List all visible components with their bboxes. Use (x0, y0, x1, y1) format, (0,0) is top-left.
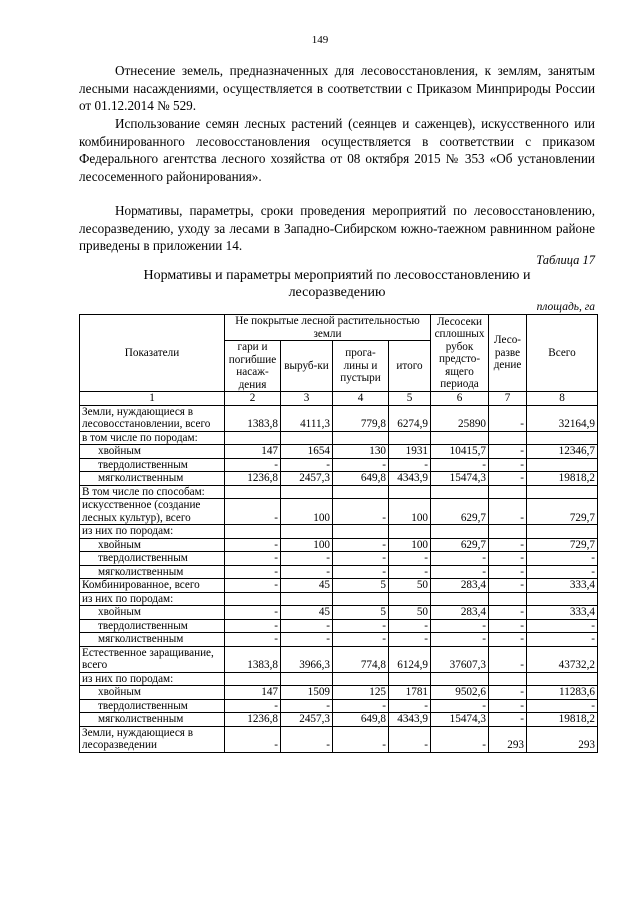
cell-value: 283,4 (431, 606, 489, 620)
table-header (80, 315, 598, 406)
table-row (80, 458, 598, 472)
cell-value: - (431, 699, 489, 713)
table-label: Таблица 17 (536, 253, 595, 267)
cell-value: - (281, 726, 333, 752)
cell-value (281, 525, 333, 539)
header-burnt: гари и погибшие насаж-дения (225, 341, 281, 392)
row-label: Земли, нуждающиеся в лесовосстановлении, всего (80, 405, 225, 431)
cell-value: 37607,3 (431, 646, 489, 672)
cell-value: - (489, 458, 527, 472)
cell-value (333, 672, 389, 686)
cell-value: - (333, 458, 389, 472)
cell-value: - (489, 713, 527, 727)
cell-value: - (225, 565, 281, 579)
cell-value: - (225, 458, 281, 472)
table-title-line1: Нормативы и параметры мероприятий по лесовосстановлению и (143, 268, 531, 283)
cell-value (333, 485, 389, 499)
cell-value: 19818,2 (527, 472, 598, 486)
cell-value: - (225, 579, 281, 593)
table-row (80, 472, 598, 486)
cell-value: 293 (489, 726, 527, 752)
cell-value: 45 (281, 579, 333, 593)
cell-value: 4111,3 (281, 405, 333, 431)
row-label: мягколиственным (80, 633, 225, 647)
row-label: мягколиственным (80, 565, 225, 579)
cell-value: 649,8 (333, 472, 389, 486)
cell-value: 629,7 (431, 538, 489, 552)
cell-value (281, 485, 333, 499)
cell-value: - (489, 552, 527, 566)
cell-value: 4343,9 (389, 713, 431, 727)
header-not-covered: Не покрытые лесной растительностью земли (225, 315, 431, 341)
cell-value: - (225, 606, 281, 620)
cell-value: - (431, 565, 489, 579)
cell-value: - (333, 633, 389, 647)
column-number: 4 (333, 392, 389, 406)
header-indicators: Показатели (80, 315, 225, 392)
cell-value (527, 525, 598, 539)
cell-value (527, 431, 598, 445)
cell-value: - (333, 726, 389, 752)
table-row (80, 499, 598, 525)
cell-value (527, 458, 598, 472)
table-row (80, 579, 598, 593)
cell-value: 333,4 (527, 606, 598, 620)
cell-value: - (225, 538, 281, 552)
cell-value: 45 (281, 606, 333, 620)
cell-value (431, 485, 489, 499)
table-row (80, 565, 598, 579)
table-row (80, 445, 598, 459)
cell-value: - (281, 552, 333, 566)
cell-value: 649,8 (333, 713, 389, 727)
cell-value: - (333, 565, 389, 579)
cell-value: 629,7 (431, 499, 489, 525)
cell-value (431, 672, 489, 686)
cell-value: 5 (333, 579, 389, 593)
table-title-line2: лесоразведению (288, 285, 386, 300)
row-label: твердолиственным (80, 699, 225, 713)
cell-value (527, 485, 598, 499)
cell-value: 100 (281, 499, 333, 525)
table-row (80, 485, 598, 499)
cell-value: 1236,8 (225, 472, 281, 486)
table-row (80, 699, 598, 713)
cell-value: 1236,8 (225, 713, 281, 727)
cell-value: - (281, 565, 333, 579)
table-row (80, 405, 598, 431)
cell-value (281, 592, 333, 606)
row-label: Земли, нуждающиеся в лесоразведении (80, 726, 225, 752)
table-title (79, 267, 595, 301)
column-numbers-row (80, 392, 598, 406)
cell-value (489, 485, 527, 499)
column-number: 2 (225, 392, 281, 406)
cell-value (225, 525, 281, 539)
cell-value (225, 672, 281, 686)
cell-value (389, 672, 431, 686)
page-number: 149 (311, 34, 329, 46)
cell-value: - (281, 619, 333, 633)
row-label: твердолиственным (80, 552, 225, 566)
cell-value: 774,8 (333, 646, 389, 672)
unit-label: площадь, га (536, 301, 595, 313)
cell-value (333, 525, 389, 539)
table-row (80, 646, 598, 672)
cell-value: 10415,7 (431, 445, 489, 459)
cell-value: - (527, 565, 598, 579)
cell-value (527, 592, 598, 606)
cell-value: 147 (225, 445, 281, 459)
cell-value: 293 (527, 726, 598, 752)
cell-value (389, 485, 431, 499)
cell-value (527, 672, 598, 686)
cell-value: 50 (389, 606, 431, 620)
cell-value: 333,4 (527, 579, 598, 593)
cell-value: 1781 (389, 686, 431, 700)
cell-value: 1383,8 (225, 405, 281, 431)
cell-value: 130 (333, 445, 389, 459)
cell-value: - (489, 538, 527, 552)
cell-value (489, 525, 527, 539)
cell-value: - (489, 499, 527, 525)
cell-value (225, 485, 281, 499)
table-row (80, 606, 598, 620)
cell-value: 12346,7 (527, 445, 598, 459)
cell-value: 147 (225, 686, 281, 700)
table-row (80, 713, 598, 727)
cell-value: - (527, 619, 598, 633)
cell-value (489, 672, 527, 686)
cell-value: - (389, 552, 431, 566)
table-body (80, 405, 598, 752)
cell-value: - (489, 405, 527, 431)
row-label: мягколиственным (80, 713, 225, 727)
row-label: хвойным (80, 686, 225, 700)
cell-value: - (333, 552, 389, 566)
cell-value: 5 (333, 606, 389, 620)
cell-value: - (431, 726, 489, 752)
cell-value: 100 (281, 538, 333, 552)
table-row (80, 619, 598, 633)
cell-value: 779,8 (333, 405, 389, 431)
header-subtotal: итого (389, 341, 431, 392)
cell-value: - (389, 699, 431, 713)
cell-value: - (333, 619, 389, 633)
cell-value: - (489, 472, 527, 486)
header-glades: прога-лины и пустыри (333, 341, 389, 392)
column-number: 6 (431, 392, 489, 406)
cell-value: 2457,3 (281, 472, 333, 486)
column-number: 3 (281, 392, 333, 406)
table-row (80, 726, 598, 752)
cell-value: - (489, 646, 527, 672)
cell-value (489, 431, 527, 445)
row-label: В том числе по способам: (80, 485, 225, 499)
table-row (80, 686, 598, 700)
cell-value: 19818,2 (527, 713, 598, 727)
cell-value: - (225, 633, 281, 647)
cell-value: 729,7 (527, 538, 598, 552)
cell-value (281, 431, 333, 445)
cell-value (431, 431, 489, 445)
paragraph-seed-use: Использование семян лесных растений (сеянцев и саженцев), искусственного или комбинированного лесовосстановления осуществляется в соответствии с приказом Федерального агентства лесного хозяйства от 08 октября 2015 № 353 «Об установлении лесосеменного районирования». (79, 116, 595, 184)
cell-value (225, 592, 281, 606)
cell-value: - (489, 565, 527, 579)
cell-value (389, 525, 431, 539)
cell-value: 1654 (281, 445, 333, 459)
cell-value: - (389, 619, 431, 633)
cell-value (225, 431, 281, 445)
cell-value: - (527, 552, 598, 566)
row-label: твердолиственным (80, 619, 225, 633)
cell-value: - (431, 552, 489, 566)
table-row (80, 525, 598, 539)
row-label: из них по породам: (80, 525, 225, 539)
cell-value: - (431, 633, 489, 647)
cell-value: 3966,3 (281, 646, 333, 672)
cell-value: - (489, 579, 527, 593)
cell-value: 11283,6 (527, 686, 598, 700)
column-number: 8 (527, 392, 598, 406)
cell-value: - (333, 699, 389, 713)
paragraph-normatives: Нормативы, параметры, сроки проведения мероприятий по лесовосстановлению, лесоразведению, уходу за лесами в Западно-Сибирском южно-таежном равнинном районе приведены в приложении 14. (79, 203, 595, 253)
column-number: 1 (80, 392, 225, 406)
row-label: искусственное (создание лесных культур), всего (80, 499, 225, 525)
cell-value (333, 592, 389, 606)
cell-value: - (527, 699, 598, 713)
cell-value: 43732,2 (527, 646, 598, 672)
cell-value (333, 431, 389, 445)
cell-value: - (225, 699, 281, 713)
cell-value: - (225, 726, 281, 752)
cell-value: 25890 (431, 405, 489, 431)
cell-value: - (281, 458, 333, 472)
column-number: 5 (389, 392, 431, 406)
cell-value: - (489, 699, 527, 713)
normatives-table (79, 314, 598, 753)
table-row (80, 633, 598, 647)
cell-value: - (389, 458, 431, 472)
cell-value: - (489, 606, 527, 620)
cell-value: 729,7 (527, 499, 598, 525)
cell-value: 1931 (389, 445, 431, 459)
row-label: твердолиственным (80, 458, 225, 472)
cell-value: - (527, 633, 598, 647)
cell-value: 1383,8 (225, 646, 281, 672)
cell-value: 283,4 (431, 579, 489, 593)
cell-value (489, 592, 527, 606)
cell-value: 15474,3 (431, 472, 489, 486)
cell-value: - (431, 619, 489, 633)
table-row (80, 431, 598, 445)
header-afforestation: Лесо-разве дение (489, 315, 527, 392)
cell-value: 6124,9 (389, 646, 431, 672)
row-label: мягколиственным (80, 472, 225, 486)
cell-value (389, 431, 431, 445)
cell-value: 100 (389, 499, 431, 525)
cell-value: - (389, 565, 431, 579)
cell-value (389, 592, 431, 606)
cell-value: - (333, 499, 389, 525)
header-total: Всего (527, 315, 598, 392)
cell-value: - (389, 633, 431, 647)
cell-value (431, 592, 489, 606)
cell-value: - (225, 619, 281, 633)
cell-value: 50 (389, 579, 431, 593)
cell-value: 32164,9 (527, 405, 598, 431)
cell-value: 9502,6 (431, 686, 489, 700)
cell-value: 15474,3 (431, 713, 489, 727)
table-row (80, 592, 598, 606)
row-label: из них по породам: (80, 592, 225, 606)
cell-value: - (333, 538, 389, 552)
cell-value: - (431, 458, 489, 472)
cell-value: 100 (389, 538, 431, 552)
cell-value: 125 (333, 686, 389, 700)
cell-value: - (489, 686, 527, 700)
cell-value: - (281, 633, 333, 647)
cell-value: 2457,3 (281, 713, 333, 727)
column-number: 7 (489, 392, 527, 406)
row-label: хвойным (80, 445, 225, 459)
cell-value (281, 672, 333, 686)
cell-value: - (225, 552, 281, 566)
cell-value: - (489, 619, 527, 633)
cell-value: - (281, 699, 333, 713)
header-clearcuts: Лесосеки сплошных рубок предсто-ящего периода (431, 315, 489, 392)
cell-value (431, 525, 489, 539)
cell-value: 4343,9 (389, 472, 431, 486)
cell-value: 6274,9 (389, 405, 431, 431)
cell-value: - (489, 445, 527, 459)
row-label: в том числе по породам: (80, 431, 225, 445)
row-label: из них по породам: (80, 672, 225, 686)
cell-value: - (489, 633, 527, 647)
row-label: хвойным (80, 606, 225, 620)
cell-value: - (225, 499, 281, 525)
header-cuttings: выруб-ки (281, 341, 333, 392)
table-row (80, 672, 598, 686)
table-row (80, 552, 598, 566)
table-row (80, 538, 598, 552)
row-label: Естественное заращивание, всего (80, 646, 225, 672)
paragraph-land-classification: Отнесение земель, предназначенных для лесовосстановления, к землям, занятым лесными насаждениями, осуществляется в соответствии с Приказом Минприроды России от 01.12.2014 № 529. (79, 63, 595, 113)
cell-value: - (389, 726, 431, 752)
row-label: хвойным (80, 538, 225, 552)
row-label: Комбинированное, всего (80, 579, 225, 593)
cell-value: 1509 (281, 686, 333, 700)
